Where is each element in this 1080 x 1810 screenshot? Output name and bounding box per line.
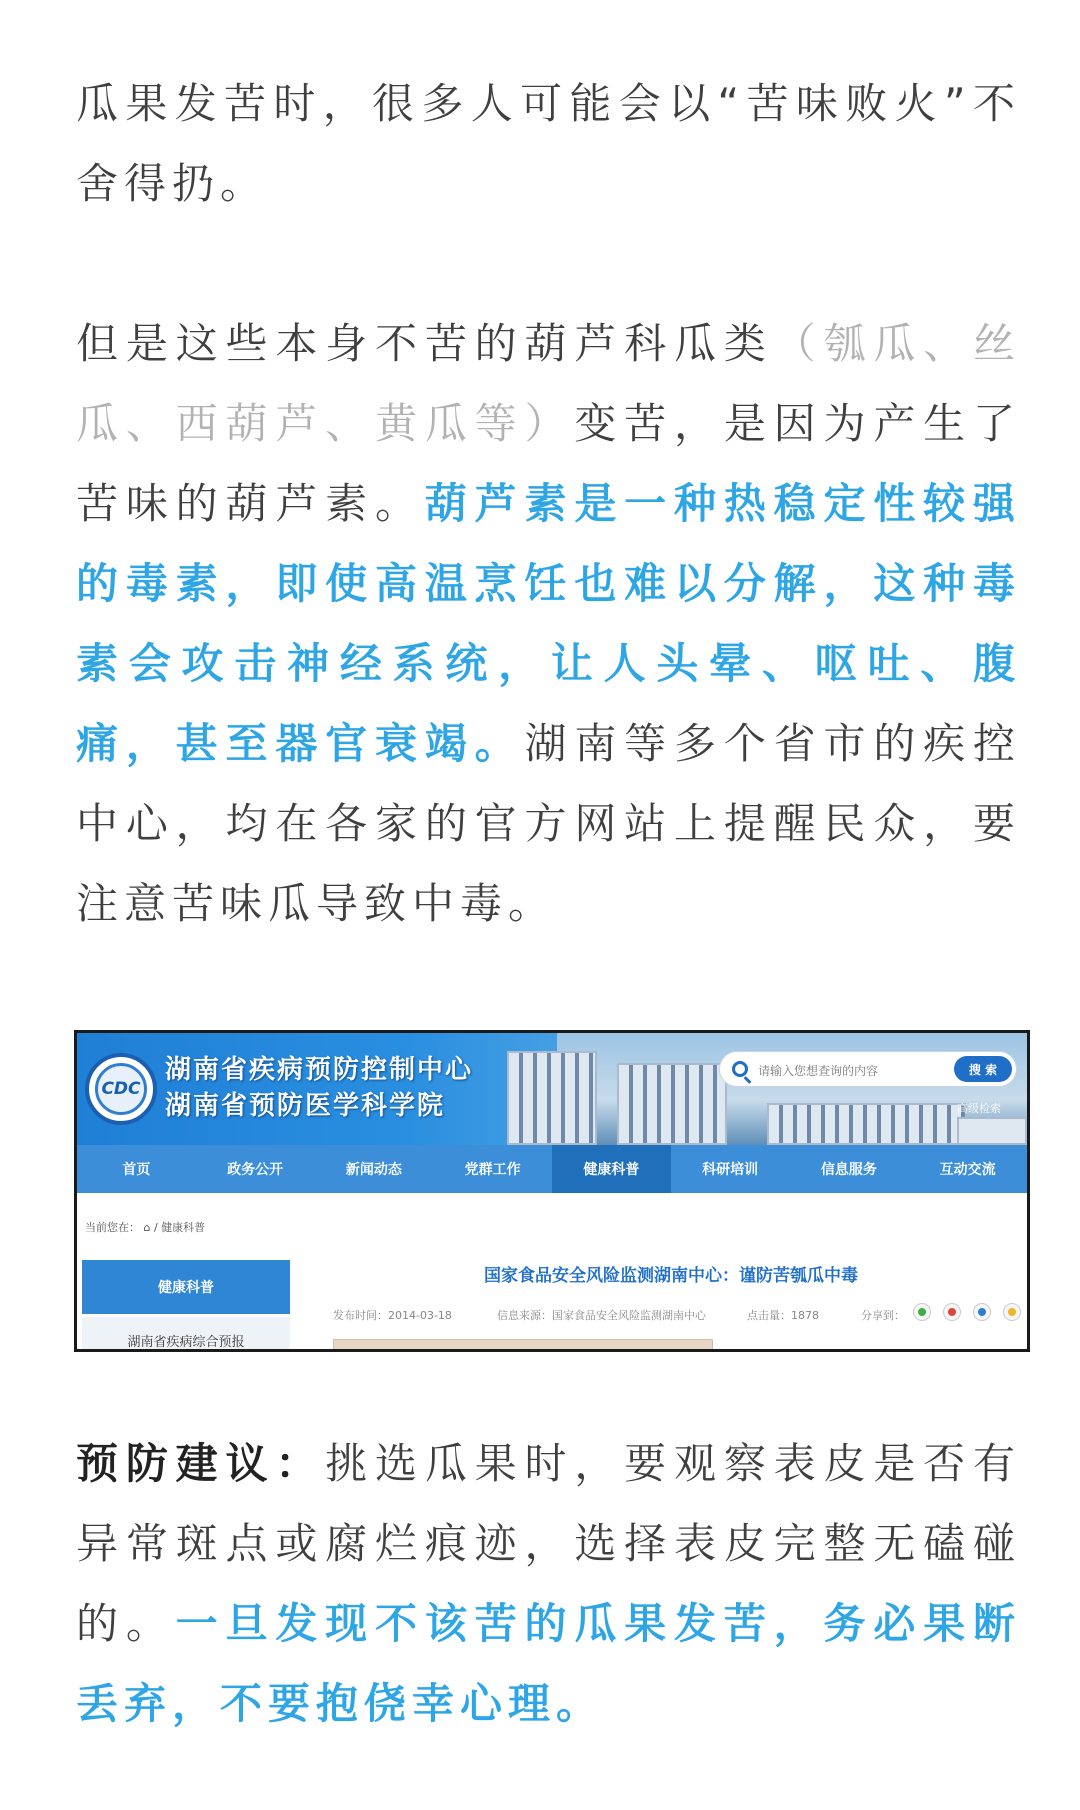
discard-highlight: 一旦发现不该苦的瓜果发苦，务必果断丢弃，不要抱侥幸心理。 xyxy=(76,1599,1021,1728)
weibo-share-icon[interactable] xyxy=(943,1303,961,1321)
qq-share-icon[interactable] xyxy=(973,1303,991,1321)
search-placeholder: 请输入您想查询的内容 xyxy=(758,1064,879,1078)
paragraph-bitter-myth: 瓜果发苦时，很多人可能会以“苦味败火”不舍得扔。 xyxy=(76,79,1021,208)
nav-info-service[interactable]: 信息服务 xyxy=(820,1162,877,1178)
publish-time: 发布时间：2014-03-18 xyxy=(333,1309,452,1322)
toxin-highlight: 葫芦素是一种热稳定性较强的毒素，即使高温烹饪也难以分解，这种毒素会攻击神经系统，让人头晕、呕吐、腹痛，甚至器官衰竭。 xyxy=(76,479,1021,768)
prevention-tips: 挑选瓜果时，要观察表皮是否有异常斑点或腐烂痕迹，选择表皮完整无磕碰的。 xyxy=(76,1439,1021,1648)
nav-research-training[interactable]: 科研培训 xyxy=(702,1162,759,1178)
search-button[interactable]: 搜 索 xyxy=(954,1056,1012,1082)
cucurbitacin-intro: 但是这些本身不苦的葫芦科瓜类 xyxy=(76,319,774,368)
org-name-1: 湖南省疾病预防控制中心 xyxy=(165,1055,474,1085)
search-icon xyxy=(732,1061,748,1077)
article-image xyxy=(333,1339,713,1352)
org-name-2: 湖南省预防医学科学院 xyxy=(165,1091,446,1121)
site-search-box[interactable] xyxy=(719,1051,1017,1087)
cucurbitacin-cause: 变苦，是因为产生了苦味的葫芦素。 xyxy=(76,399,1021,528)
info-source: 信息来源：国家食品安全风险监测湖南中心 xyxy=(497,1309,706,1322)
nav-interaction[interactable]: 互动交流 xyxy=(939,1162,996,1178)
advanced-search-link[interactable]: 高级检索 xyxy=(957,1102,1001,1115)
nav-government-affairs[interactable]: 政务公开 xyxy=(227,1162,284,1178)
nav-news[interactable]: 新闻动态 xyxy=(345,1162,402,1178)
article-title: 国家食品安全风险监测湖南中心：谨防苦瓠瓜中毒 xyxy=(484,1266,858,1286)
site-nav xyxy=(77,1145,1027,1193)
favorite-share-icon[interactable] xyxy=(1003,1303,1021,1321)
sidebar-title[interactable]: 健康科普 xyxy=(82,1260,290,1314)
melon-examples: （瓠瓜、丝瓜、西葫芦、黄瓜等） xyxy=(76,319,1021,448)
nav-party-work[interactable]: 党群工作 xyxy=(464,1162,521,1178)
prevention-label: 预防建议： xyxy=(76,1439,326,1488)
cdc-logo: CDC xyxy=(85,1053,157,1125)
site-banner xyxy=(77,1033,1027,1145)
cdc-website-screenshot xyxy=(74,1030,1030,1352)
paragraph-prevention xyxy=(76,1424,1021,1744)
wechat-share-icon[interactable] xyxy=(913,1303,931,1321)
hit-count: 点击量：1878 xyxy=(747,1309,819,1322)
cdc-warning: 湖南等多个省市的疾控中心，均在各家的官方网站上提醒民众，要注意苦味瓜导致中毒。 xyxy=(76,719,1021,928)
paragraph-cucurbitacin xyxy=(76,304,1021,944)
sidebar-item[interactable]: 湖南省疾病综合预报 xyxy=(82,1317,290,1352)
nav-home[interactable]: 首页 xyxy=(122,1162,151,1178)
breadcrumb: 当前您在： ⌂ / 健康科普 xyxy=(85,1221,206,1234)
nav-health-science[interactable]: 健康科普 xyxy=(552,1145,671,1193)
share-label: 分享到： xyxy=(861,1309,905,1322)
